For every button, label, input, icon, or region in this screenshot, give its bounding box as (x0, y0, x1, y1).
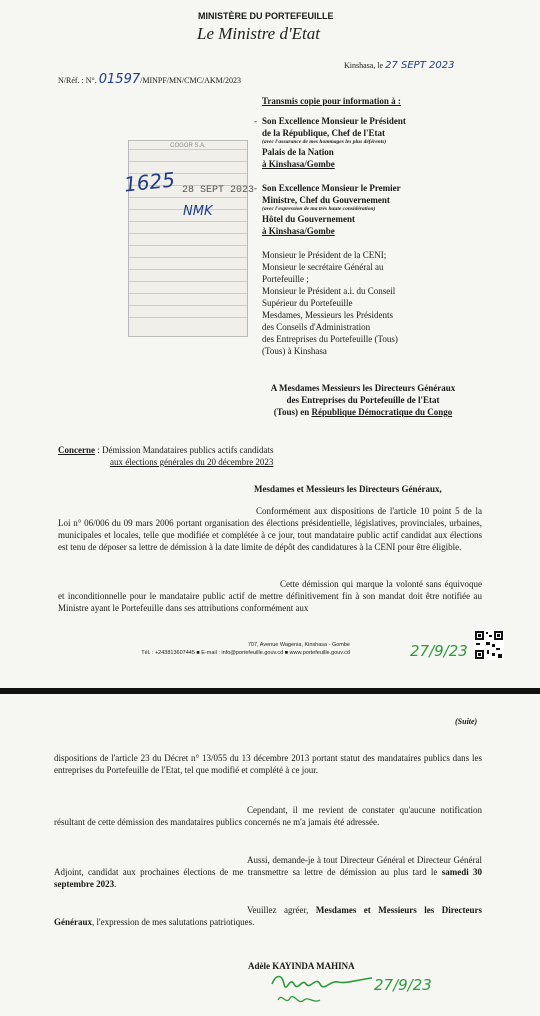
salutation: Mesdames et Messieurs les Directeurs Généraux, (254, 484, 442, 494)
subject-text-continued: aux élections générales du 20 décembre 2023 (110, 457, 274, 467)
recipient-city: à Kinshasa/Gombe (262, 159, 335, 169)
closing-paragraph (54, 904, 482, 928)
addressee-line: (Tous) en (273, 407, 310, 417)
deadline-date: samedi 30 septembre 2023 (54, 867, 483, 889)
closing-addressee: Mesdames et Messieurs les Directeurs Généraux (54, 905, 483, 927)
recipient-line: de la République, Chef de l'Etat (262, 128, 386, 138)
addressee-country: République Démocratique du Congo (311, 407, 453, 417)
addressee-line: des Entreprises du Portefeuille de l'Etat (286, 395, 440, 405)
reference-line (58, 74, 241, 86)
subject-block (58, 444, 273, 456)
minister-title-script: Le Ministre d'Etat (197, 24, 320, 43)
recipient-item: Supérieur du Portefeuille (262, 298, 353, 308)
recipient-item: des Entreprises du Portefeuille (Tous) (262, 334, 398, 344)
recipient-prime-minister: - Son Excellence Monsieur le Premier Ministre, Chef du Gouvernement (avec l'expression de ma très haute considération) Hôtel du Gouvernement à Kinshasa/Gombe (262, 182, 492, 237)
stamp-date: 28 SEPT 2023 (182, 185, 255, 196)
recipient-item: Mesdames, Messieurs les Présidents (262, 310, 393, 320)
other-recipients-list (262, 249, 492, 357)
stamp-initials-handwritten: NMK (183, 204, 213, 219)
recipient-line: Son Excellence Monsieur le Président (262, 116, 406, 126)
recipient-item: Monsieur le Président de la CENI; (262, 250, 387, 260)
body-paragraph: dispositions de l'article 23 du Décret n° 13/055 du 13 décembre 2013 portant statut des mandataires publics dans les entreprises du Portefeuille de l'Etat, tel que modifié et complété à ce jour. (54, 753, 482, 775)
footer-address: 707, Avenue Wagenia, Kinshasa - Gombe (247, 642, 350, 648)
signature-date-handwritten: 27/9/23 (374, 976, 432, 994)
recipient-item: Monsieur le secrétaire Général au (262, 262, 384, 272)
reference-number-handwritten: 01597 (98, 72, 141, 87)
body-paragraph: Conformément aux dispositions de l'article 10 point 5 de la Loi n° 06/006 du 09 mars 2006 portant organisation des élections présidentielle, législatives, provinciales, urbaines, municipales et locales, telle que modifiée et complétée à ce jour, tout mandataire public actif candidat aux élections est tenu de déposer sa lettre de démission à la date limite de dépôt des candidatures à la CENI pour être éligible. (58, 506, 482, 552)
footer-contact (100, 641, 350, 657)
reference-label: N/Réf. : N°. (58, 76, 97, 85)
stamp-title: COGOR S.A. (170, 143, 206, 149)
copy-heading: Transmis copie pour information à : (262, 96, 401, 106)
signatory-name: Adèle KAYINDA MAHINA (248, 961, 355, 971)
recipient-president: - Son Excellence Monsieur le Président de la République, Chef de l'Etat (avec l'assurance de mes hommages les plus déférents) Palais de la Nation à Kinshasa/Gombe (262, 115, 492, 170)
stamp-number-handwritten: 1625 (122, 167, 177, 197)
recipient-address: Hôtel du Gouvernement (262, 214, 355, 224)
recipient-item: Portefeuille ; (262, 274, 309, 284)
paragraph-text: Veuillez agréer, (247, 905, 309, 915)
recipient-item: (Tous) à Kinshasa (262, 346, 327, 356)
letter-page-2 (0, 694, 540, 1016)
qr-code-icon (474, 630, 504, 660)
signature-icon (268, 970, 378, 1012)
recipient-line: Ministre, Chef du Gouvernement (262, 195, 390, 205)
footer-contact-line: Tél. : +243813607445 ■ E-mail : info@portefeuille.gouv.cd ■ www.portefeuille.gouv.cd (141, 650, 350, 656)
body-paragraph: Cependant, il me revient de constater qu'aucune notification résultant de cette démission des mandataires publics concernés ne m'a jamais été adressée. (54, 805, 482, 827)
continuation-label: (Suite) (455, 717, 478, 726)
subject-text: : Démission Mandataires publics actifs candidats (97, 445, 274, 455)
recipient-city: à Kinshasa/Gombe (262, 226, 335, 236)
reference-suffix: /MINPF/MN/CMC/AKM/2023 (140, 76, 242, 85)
recipient-line: Son Excellence Monsieur le Premier (262, 183, 401, 193)
body-paragraph (54, 854, 482, 890)
place: Kinshasa, le (344, 61, 384, 70)
body-paragraph: Cette démission qui marque la volonté sans équivoque et inconditionnelle pour le mandataire public actif de mettre définitivement fin à son mandat doit être notifiée au Ministre ayant le Portefeuille dans ses attributions conformément aux (58, 579, 482, 613)
paragraph-text: , l'expression de mes salutations patriotiques. (92, 917, 255, 927)
paragraph-text: Aussi, demande-je à tout Directeur Général et Directeur Général Adjoint, candidat aux prochaines élections de me transmettre sa lettre de démission au plus tard le (54, 855, 482, 877)
recipient-address: Palais de la Nation (262, 147, 334, 157)
recipient-item: Monsieur le Président a.i. du Conseil (262, 286, 396, 296)
date-handwritten: 27 SEPT 2023 (385, 60, 455, 71)
footer-initials-handwritten: 27/9/23 (410, 642, 468, 660)
ministry-name: MINISTÈRE DU PORTEFEUILLE (198, 11, 334, 21)
place-date (344, 60, 454, 71)
recipient-note: (avec l'assurance de mes hommages les plus déférents) (262, 139, 387, 145)
recipient-note: (avec l'expression de ma très haute considération) (262, 206, 376, 212)
addressee-line: A Mesdames Messieurs les Directeurs Généraux (270, 383, 456, 393)
subject-label: Concerne (58, 445, 95, 455)
paragraph-text: . (114, 879, 117, 889)
recipient-item: des Conseils d'Administration (262, 322, 371, 332)
addressee-block (243, 382, 483, 418)
